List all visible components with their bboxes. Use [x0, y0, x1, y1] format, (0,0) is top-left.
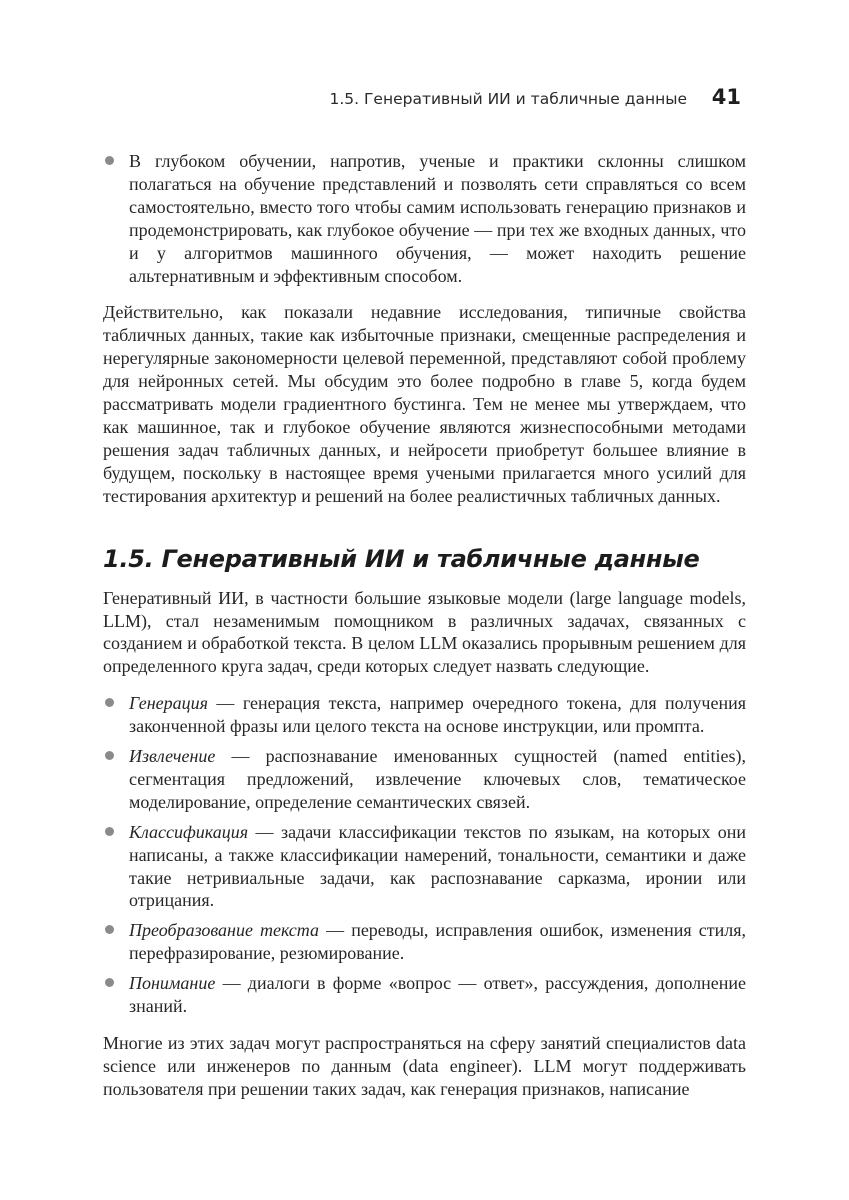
list-item: [103, 972, 746, 1018]
running-title: 1.5. Генеративный ИИ и табличные данные: [329, 90, 687, 108]
intro-bullet-list: [103, 150, 746, 287]
bullet-term: Извлечение: [129, 746, 216, 767]
bullet-text: — диалоги в форме «вопрос — ответ», рассуждения, дополнение знаний.: [129, 973, 746, 1017]
list-item: [103, 692, 746, 738]
page-body: [103, 150, 746, 1101]
bullet-term: Преобразование текста: [129, 920, 319, 941]
bullet-text: — переводы, исправления ошибок, изменения стиля, перефразирование, резюмирование.: [129, 920, 746, 964]
bullet-text: — распознавание именованных сущностей (named entities), сегментация предложений, извлечение ключевых слов, тематическое моделирование, определение семантических связей.: [129, 746, 746, 812]
list-item: [103, 821, 746, 913]
bullet-text: В глубоком обучении, напротив, ученые и практики склонны слишком полагаться на обучение представлений и позволять сети справляться со всем самостоятельно, вместо того чтобы самим использовать генерацию признаков и продемонстрировать, как глубокое обучение — при тех же входных данных, что и у алгоритмов машинного обучения, — может находить решение альтернативным и эффективным способом.: [129, 151, 746, 286]
bullet-icon: [105, 156, 114, 165]
section-intro-paragraph: Генеративный ИИ, в частности большие языковые модели (large language models, LLM), стал незаменимым помощником в различных задачах, связанных с созданием и обработкой текста. В целом LLM оказались прорывным решением для определенного круга задач, среди которых следует назвать следующие.: [103, 587, 746, 677]
list-item: [103, 745, 746, 814]
paragraph: Действительно, как показали недавние исследования, типичные свойства табличных данных, такие как избыточные признаки, смещенные распределения и нерегулярные закономерности целевой переменной, представляют собой проблему для нейронных сетей. Мы обсудим это более подробно в главе 5, когда будем рассматривать модели градиентного бустинга. Тем не менее мы утверждаем, что как машинное, так и глубокое обучение являются жизнеспособными методами решения задач табличных данных, и нейросети приобретут большее влияние в будущем, поскольку в настоящее время учеными прилагается много усилий для тестирования архитектур и решений на более реалистичных табличных данных.: [103, 302, 746, 506]
list-item: [103, 919, 746, 965]
list-item: [103, 150, 746, 287]
closing-paragraph: Многие из этих задач могут распространяться на сферу занятий специалистов data science или инженеров по данным (data engineer). LLM могут поддерживать пользователя при решении таких задач, как генерация признаков, написание: [103, 1033, 746, 1099]
bullet-icon: [105, 978, 114, 987]
bullet-icon: [105, 827, 114, 836]
page-number: 41: [711, 85, 741, 109]
bullet-text: — задачи классификации текстов по языкам, на которых они написаны, а также классификации намерений, тональности, семантики и даже такие нетривиальные задачи, как распознавание сарказма, иронии или отрицания.: [129, 821, 746, 911]
bullet-icon: [105, 698, 114, 707]
bullet-icon: [105, 925, 114, 934]
bullet-text: — генерация текста, например очередного токена, для получения законченной фразы или целого текста на основе инструкции, или промпта.: [129, 693, 746, 737]
bullet-term: Понимание: [129, 973, 216, 994]
bullet-term: Генерация: [129, 693, 208, 714]
llm-task-list: [103, 692, 746, 1018]
bullet-icon: [105, 751, 114, 760]
section-heading: 1.5. Генеративный ИИ и табличные данные: [103, 544, 700, 573]
bullet-term: Классификация: [129, 821, 249, 842]
running-header: [0, 86, 745, 112]
